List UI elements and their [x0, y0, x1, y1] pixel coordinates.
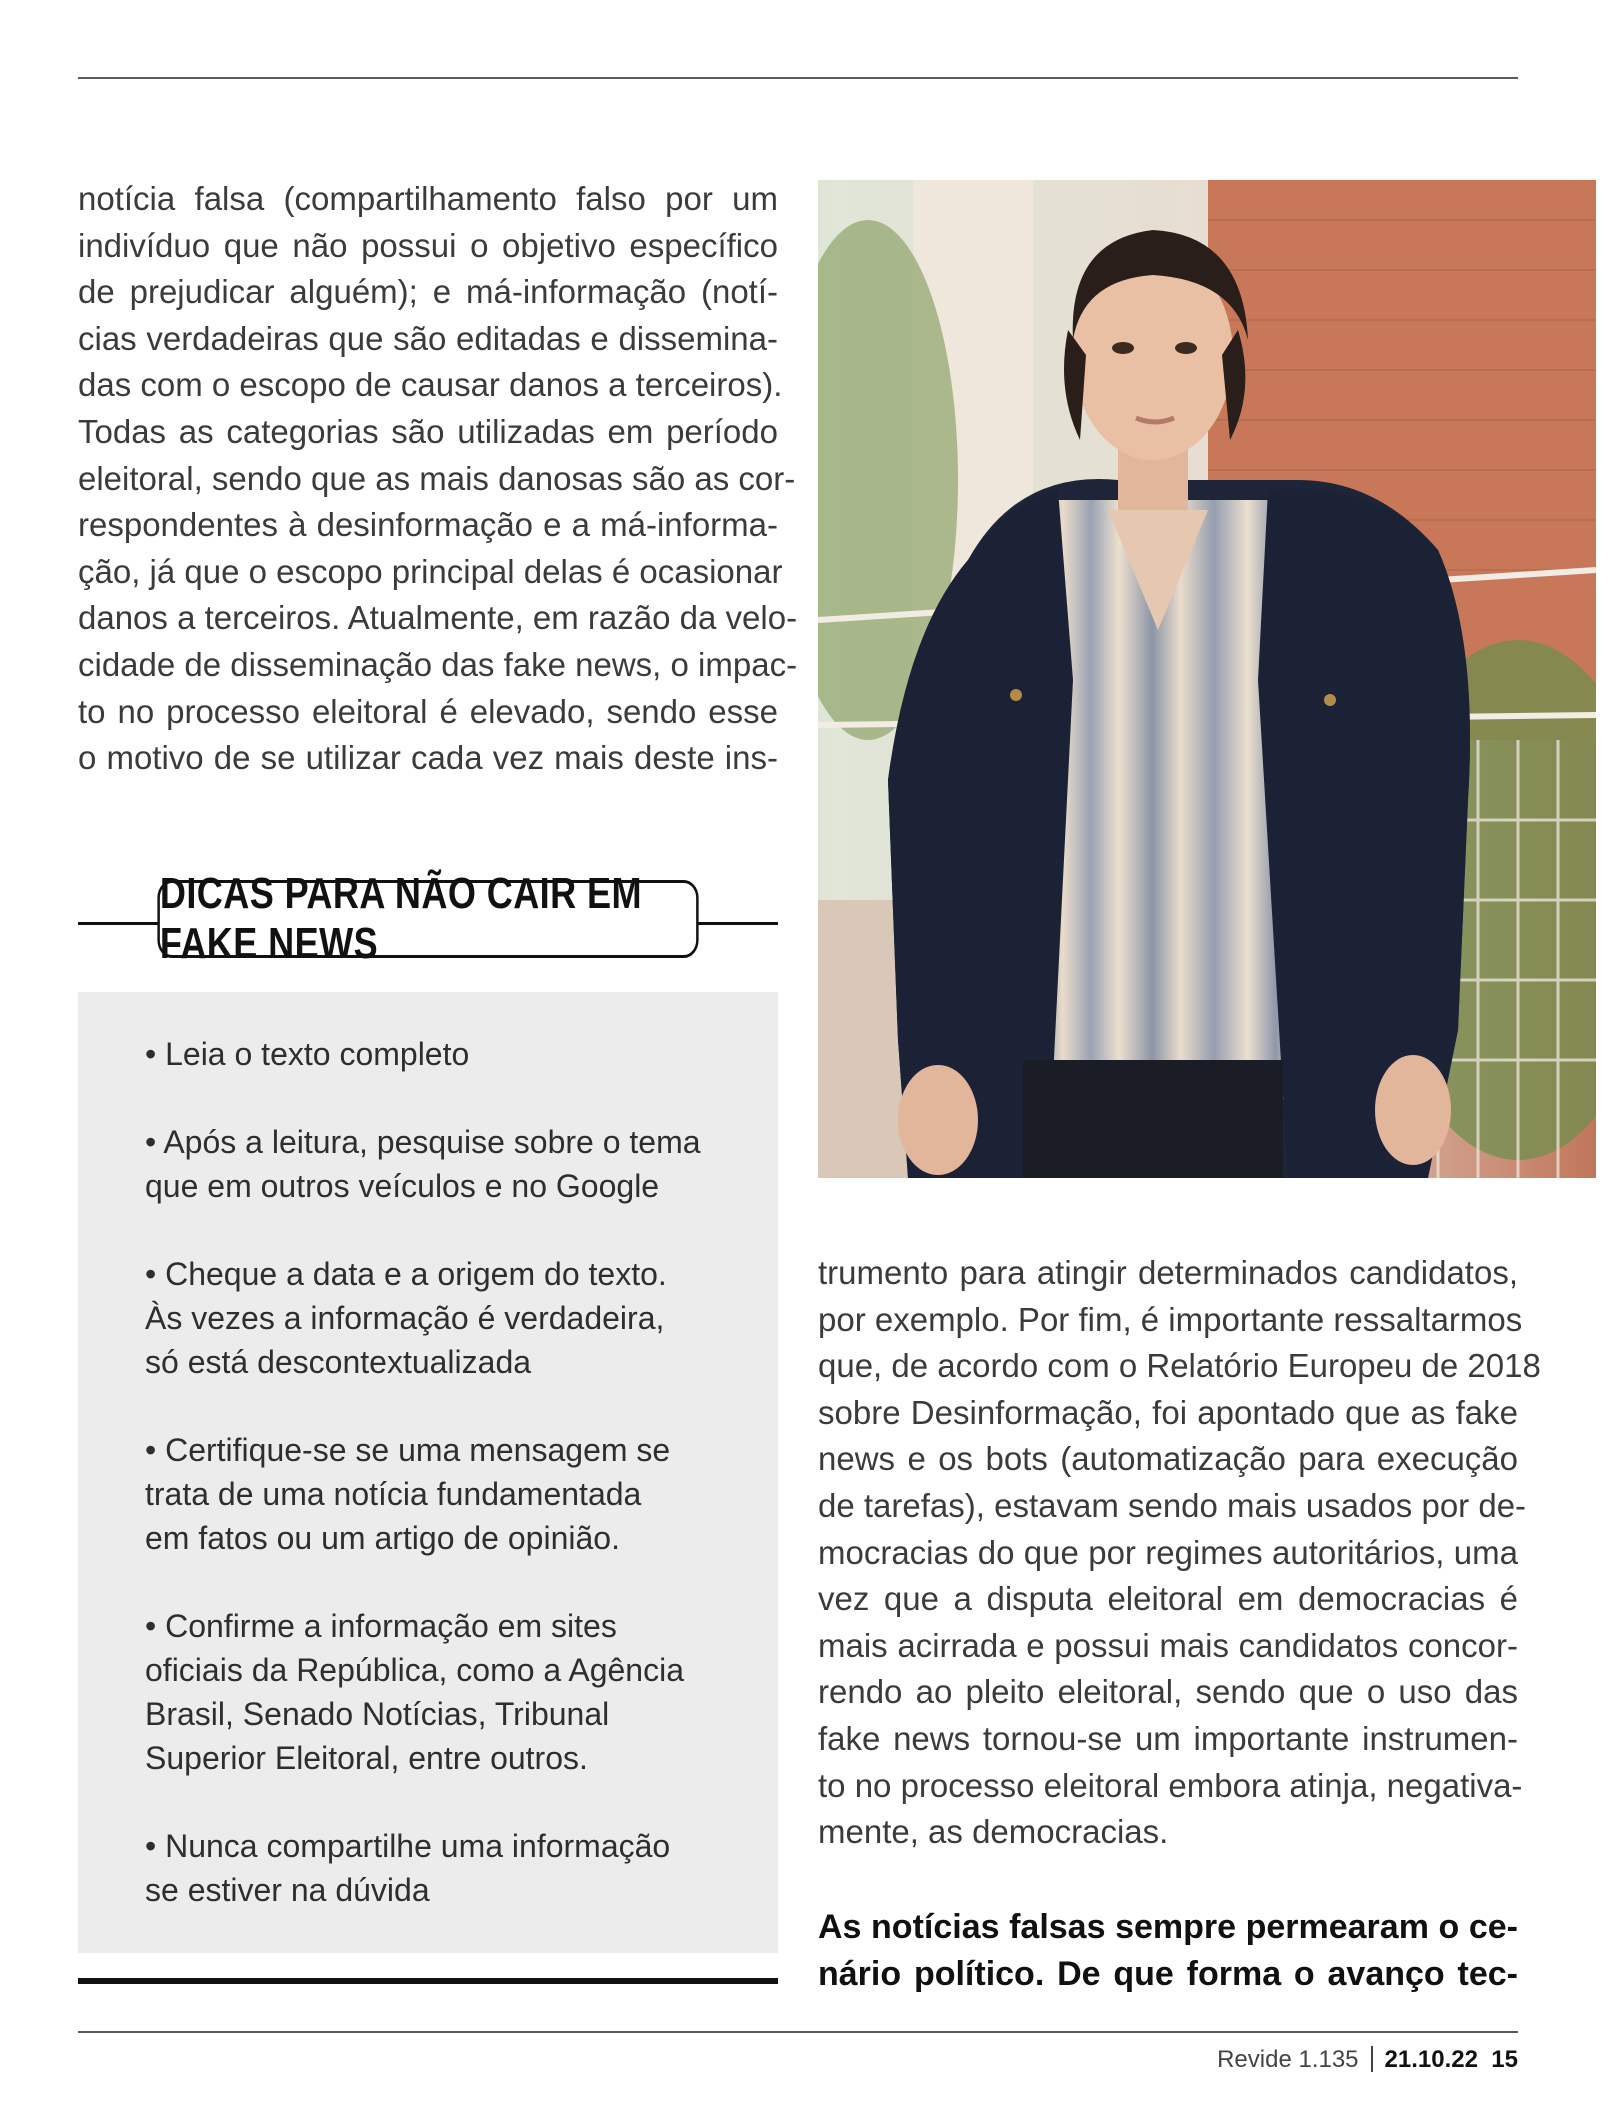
page-footer [1217, 2046, 1518, 2074]
tip-item: • Cheque a data e a origem do texto. Às vezes a informação é verdadeira, só está descontextualizada [145, 1256, 667, 1380]
bottom-rule [78, 2031, 1518, 2033]
right-body-text [818, 1250, 1541, 1856]
tip-item: • Certifique-se se uma mensagem se trata de uma notícia fundamentada em fatos ou um artigo de opinião. [145, 1432, 671, 1556]
body-text-line: mais acirrada e possui mais candidatos concor- [818, 1626, 1518, 1664]
body-text-line: sobre Desinformação, foi apontado que as fake [818, 1393, 1518, 1431]
body-text-line: mente, as democracias. [818, 1813, 1169, 1851]
body-text-line: indivíduo que não possui o objetivo específico [78, 226, 778, 264]
body-text-line: mocracias do que por regimes autoritários, uma [818, 1533, 1518, 1571]
body-text-line: fake news tornou-se um importante instrumen- [818, 1719, 1518, 1757]
tip-item: • Após a leitura, pesquise sobre o tema que em outros veículos e no Google [145, 1124, 701, 1204]
body-text-line: das com o escopo de causar danos a terceiros). [78, 366, 783, 404]
page-number: 15 [1491, 2046, 1518, 2073]
left-body-text [78, 176, 798, 782]
body-text-line: danos a terceiros. Atualmente, em razão da velo- [78, 599, 798, 637]
body-text-line: to no processo eleitoral é elevado, sendo esse [78, 692, 778, 730]
tip-item: • Leia o texto completo [145, 1036, 470, 1072]
question-line: nário político. De que forma o avanço tec- [818, 1955, 1518, 1993]
body-text-line: trumento para atingir determinados candidatos, [818, 1254, 1518, 1291]
portrait-photo [818, 180, 1596, 1178]
body-text-line: notícia falsa (compartilhamento falso por um [78, 180, 778, 217]
body-text-line: vez que a disputa eleitoral em democracias é [818, 1580, 1518, 1618]
top-rule [78, 77, 1518, 79]
body-text-line: por exemplo. Por fim, é importante ressaltarmos [818, 1300, 1523, 1338]
body-text-line: Todas as categorias são utilizadas em período [78, 412, 778, 450]
body-text-line: rendo ao pleito eleitoral, sendo que o uso das [818, 1673, 1518, 1711]
body-text-line: cias verdadeiras que são editadas e dissemina- [78, 319, 778, 357]
tips-bottom-rule [78, 1978, 778, 1984]
interview-question [818, 1904, 1518, 1998]
footer-separator [1371, 2046, 1373, 2072]
tips-title: DICAS PARA NÃO CAIR EM FAKE NEWS [157, 880, 698, 958]
body-text-line: que, de acordo com o Relatório Europeu de 2018 [818, 1347, 1541, 1385]
body-text-line: cidade de disseminação das fake news, o impac- [78, 645, 798, 683]
body-text-line: de tarefas), estavam sendo mais usados por de- [818, 1486, 1527, 1524]
body-text-line: news e os bots (automatização para execução [818, 1440, 1518, 1478]
tips-list [145, 1032, 745, 1956]
body-text-line: to no processo eleitoral embora atinja, negativa- [818, 1766, 1523, 1804]
body-text-line: eleitoral, sendo que as mais danosas são as cor- [78, 459, 796, 497]
tip-item: • Confirme a informação em sites oficiais da República, como a Agência Brasil, Senado Notícias, Tribunal Superior Eleitoral, entre outros. [145, 1608, 684, 1776]
body-text-line: respondentes à desinformação e a má-informa- [78, 506, 778, 544]
issue-date: 21.10.22 [1384, 2046, 1478, 2073]
question-line: As notícias falsas sempre permearam o ce- [818, 1908, 1518, 1946]
body-text-line: o motivo de se utilizar cada vez mais deste ins- [78, 739, 778, 777]
body-text-line: ção, já que o escopo principal delas é ocasionar [78, 552, 783, 590]
body-text-line: de prejudicar alguém); e má-informação (notí- [78, 273, 778, 311]
tip-item: • Nunca compartilhe uma informação se estiver na dúvida [145, 1828, 671, 1908]
magazine-issue: Revide 1.135 [1217, 2046, 1359, 2073]
